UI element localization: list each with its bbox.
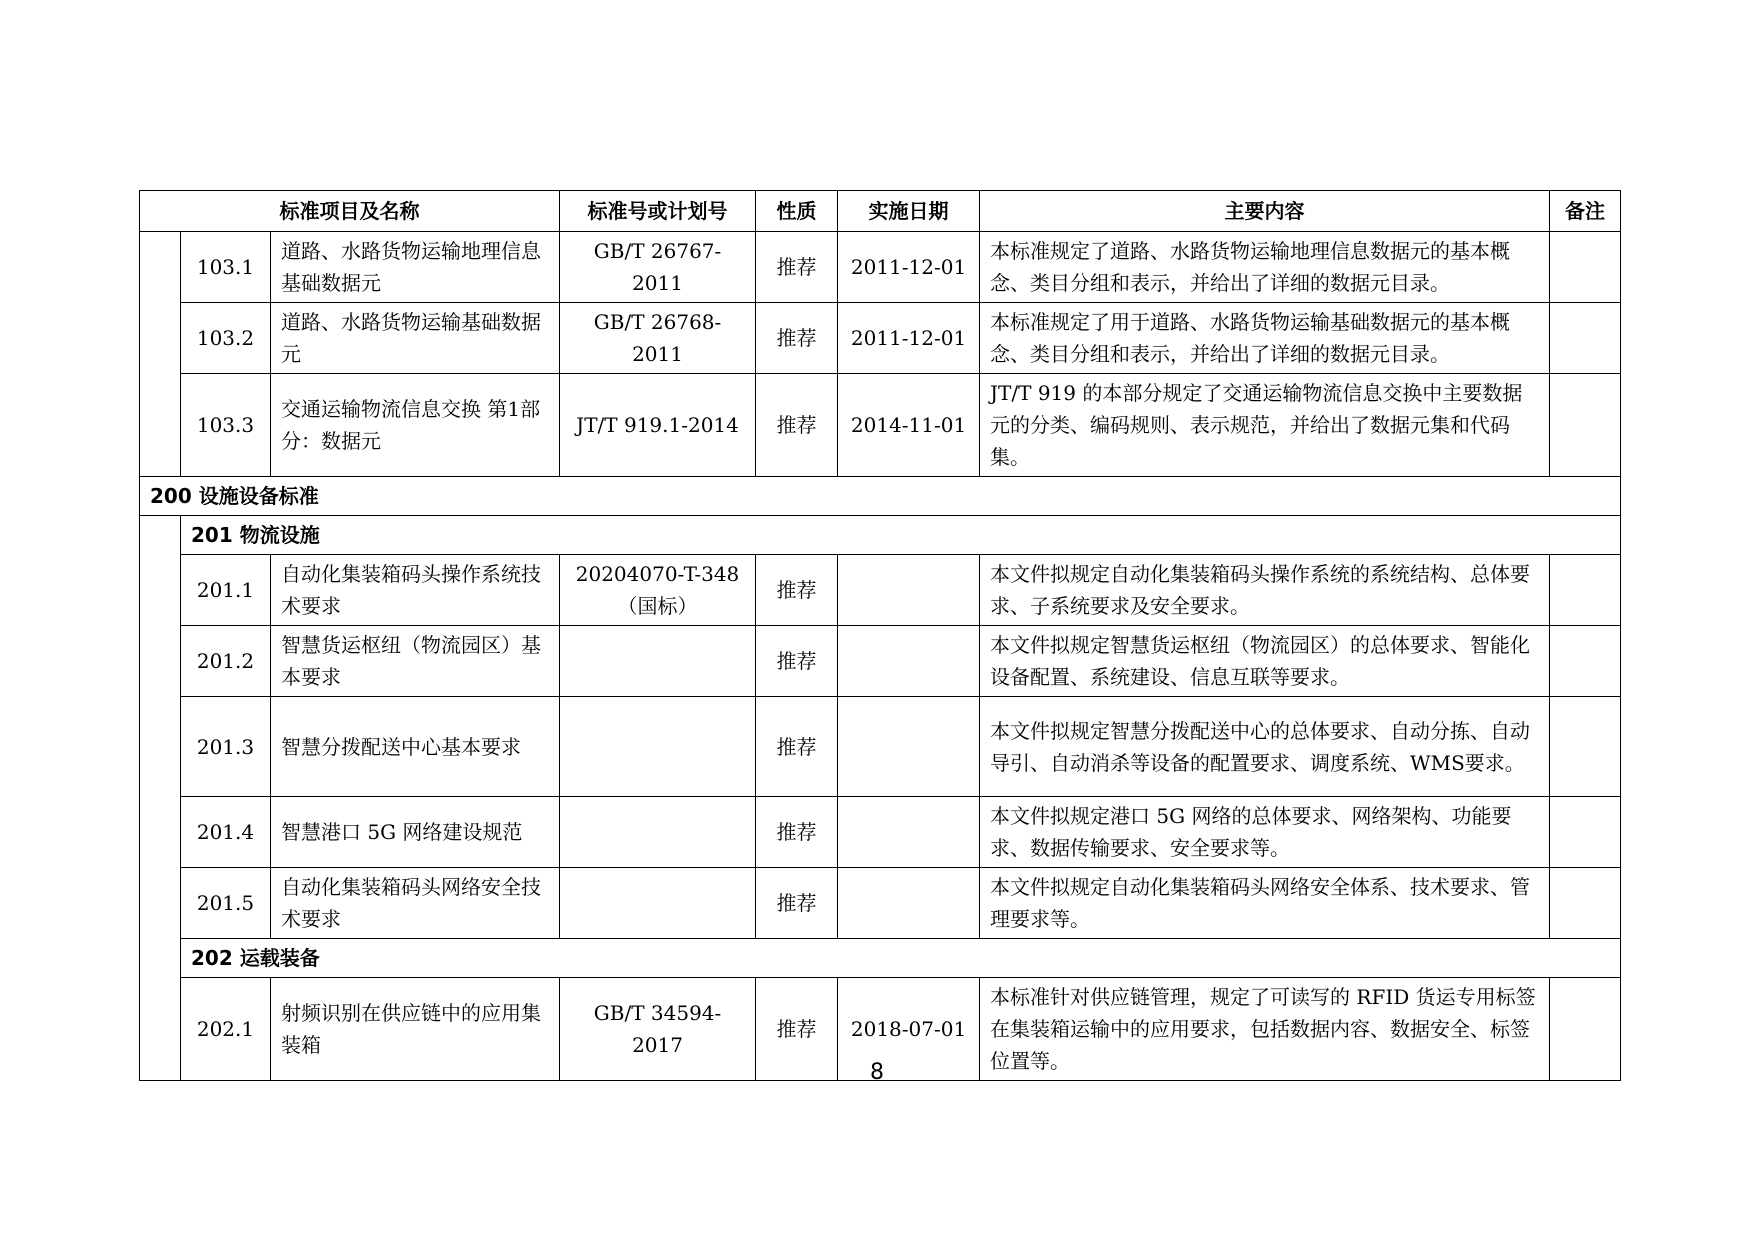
table-row — [140, 797, 1621, 868]
row-nature: 推荐 — [756, 797, 838, 868]
row-id: 201.4 — [181, 797, 271, 868]
row-number: GB/T 26767-2011 — [560, 232, 756, 303]
row-name: 道路、水路货物运输基础数据元 — [271, 303, 560, 374]
row-content: 本文件拟规定智慧货运枢纽（物流园区）的总体要求、智能化设备配置、系统建设、信息互联等要求。 — [980, 626, 1550, 697]
row-nature: 推荐 — [756, 232, 838, 303]
row-content: 本标准规定了用于道路、水路货物运输基础数据元的基本概念、类目分组和表示，并给出了详细的数据元目录。 — [980, 303, 1550, 374]
indent-cell — [140, 232, 181, 477]
row-id: 103.2 — [181, 303, 271, 374]
row-id: 202.1 — [181, 978, 271, 1081]
row-date: 2014-11-01 — [838, 374, 980, 477]
row-name: 道路、水路货物运输地理信息基础数据元 — [271, 232, 560, 303]
subcategory-title: 202 运载装备 — [181, 939, 1621, 978]
header-name: 标准项目及名称 — [140, 191, 560, 232]
table-row — [140, 868, 1621, 939]
header-number: 标准号或计划号 — [560, 191, 756, 232]
row-date — [838, 626, 980, 697]
row-id: 201.5 — [181, 868, 271, 939]
row-nature: 推荐 — [756, 555, 838, 626]
row-number: JT/T 919.1-2014 — [560, 374, 756, 477]
header-content: 主要内容 — [980, 191, 1550, 232]
row-remark — [1550, 697, 1621, 797]
row-date: 2011-12-01 — [838, 232, 980, 303]
row-content: 本标准规定了道路、水路货物运输地理信息数据元的基本概念、类目分组和表示，并给出了详细的数据元目录。 — [980, 232, 1550, 303]
row-id: 201.3 — [181, 697, 271, 797]
row-name: 智慧港口 5G 网络建设规范 — [271, 797, 560, 868]
row-name: 智慧货运枢纽（物流园区）基本要求 — [271, 626, 560, 697]
row-remark — [1550, 555, 1621, 626]
row-content: 本文件拟规定港口 5G 网络的总体要求、网络架构、功能要求、数据传输要求、安全要求等。 — [980, 797, 1550, 868]
row-nature: 推荐 — [756, 374, 838, 477]
row-number: GB/T 34594-2017 — [560, 978, 756, 1081]
header-row — [140, 191, 1621, 232]
row-content: 本文件拟规定自动化集装箱码头操作系统的系统结构、总体要求、子系统要求及安全要求。 — [980, 555, 1550, 626]
row-date — [838, 797, 980, 868]
row-content: 本文件拟规定智慧分拨配送中心的总体要求、自动分拣、自动导引、自动消杀等设备的配置要求、调度系统、WMS要求。 — [980, 697, 1550, 797]
row-number — [560, 868, 756, 939]
indent-cell — [140, 516, 181, 1081]
row-nature: 推荐 — [756, 303, 838, 374]
category-row — [140, 477, 1621, 516]
table-row — [140, 555, 1621, 626]
row-name: 交通运输物流信息交换 第1部分：数据元 — [271, 374, 560, 477]
row-number — [560, 626, 756, 697]
row-date — [838, 697, 980, 797]
header-nature: 性质 — [756, 191, 838, 232]
table-row — [140, 697, 1621, 797]
row-name: 智慧分拨配送中心基本要求 — [271, 697, 560, 797]
row-number — [560, 697, 756, 797]
row-name: 自动化集装箱码头网络安全技术要求 — [271, 868, 560, 939]
row-content: 本标准针对供应链管理，规定了可读写的 RFID 货运专用标签在集装箱运输中的应用要求，包括数据内容、数据安全、标签位置等。 — [980, 978, 1550, 1081]
subcategory-row — [140, 939, 1621, 978]
row-id: 103.3 — [181, 374, 271, 477]
header-remark: 备注 — [1550, 191, 1621, 232]
row-remark — [1550, 626, 1621, 697]
subcategory-title: 201 物流设施 — [181, 516, 1621, 555]
page-number: 8 — [870, 1060, 884, 1085]
row-id: 201.2 — [181, 626, 271, 697]
row-date: 2011-12-01 — [838, 303, 980, 374]
row-date — [838, 555, 980, 626]
row-id: 201.1 — [181, 555, 271, 626]
row-name: 射频识别在供应链中的应用集装箱 — [271, 978, 560, 1081]
row-date: 2018-07-01 — [838, 978, 980, 1081]
table-row — [140, 374, 1621, 477]
row-nature: 推荐 — [756, 697, 838, 797]
row-remark — [1550, 303, 1621, 374]
row-number: GB/T 26768-2011 — [560, 303, 756, 374]
row-content: JT/T 919 的本部分规定了交通运输物流信息交换中主要数据元的分类、编码规则、表示规范，并给出了数据元集和代码集。 — [980, 374, 1550, 477]
subcategory-row — [140, 516, 1621, 555]
row-remark — [1550, 797, 1621, 868]
row-remark — [1550, 374, 1621, 477]
header-date: 实施日期 — [838, 191, 980, 232]
row-date — [838, 868, 980, 939]
row-content: 本文件拟规定自动化集装箱码头网络安全体系、技术要求、管理要求等。 — [980, 868, 1550, 939]
row-remark — [1550, 232, 1621, 303]
standards-table — [139, 190, 1621, 1081]
category-title: 200 设施设备标准 — [140, 477, 1621, 516]
row-nature: 推荐 — [756, 868, 838, 939]
table-row — [140, 303, 1621, 374]
row-name: 自动化集装箱码头操作系统技术要求 — [271, 555, 560, 626]
row-id: 103.1 — [181, 232, 271, 303]
row-number — [560, 797, 756, 868]
row-number: 20204070-T-348（国标） — [560, 555, 756, 626]
table-row — [140, 232, 1621, 303]
row-nature: 推荐 — [756, 978, 838, 1081]
row-remark — [1550, 868, 1621, 939]
row-nature: 推荐 — [756, 626, 838, 697]
table-row — [140, 626, 1621, 697]
